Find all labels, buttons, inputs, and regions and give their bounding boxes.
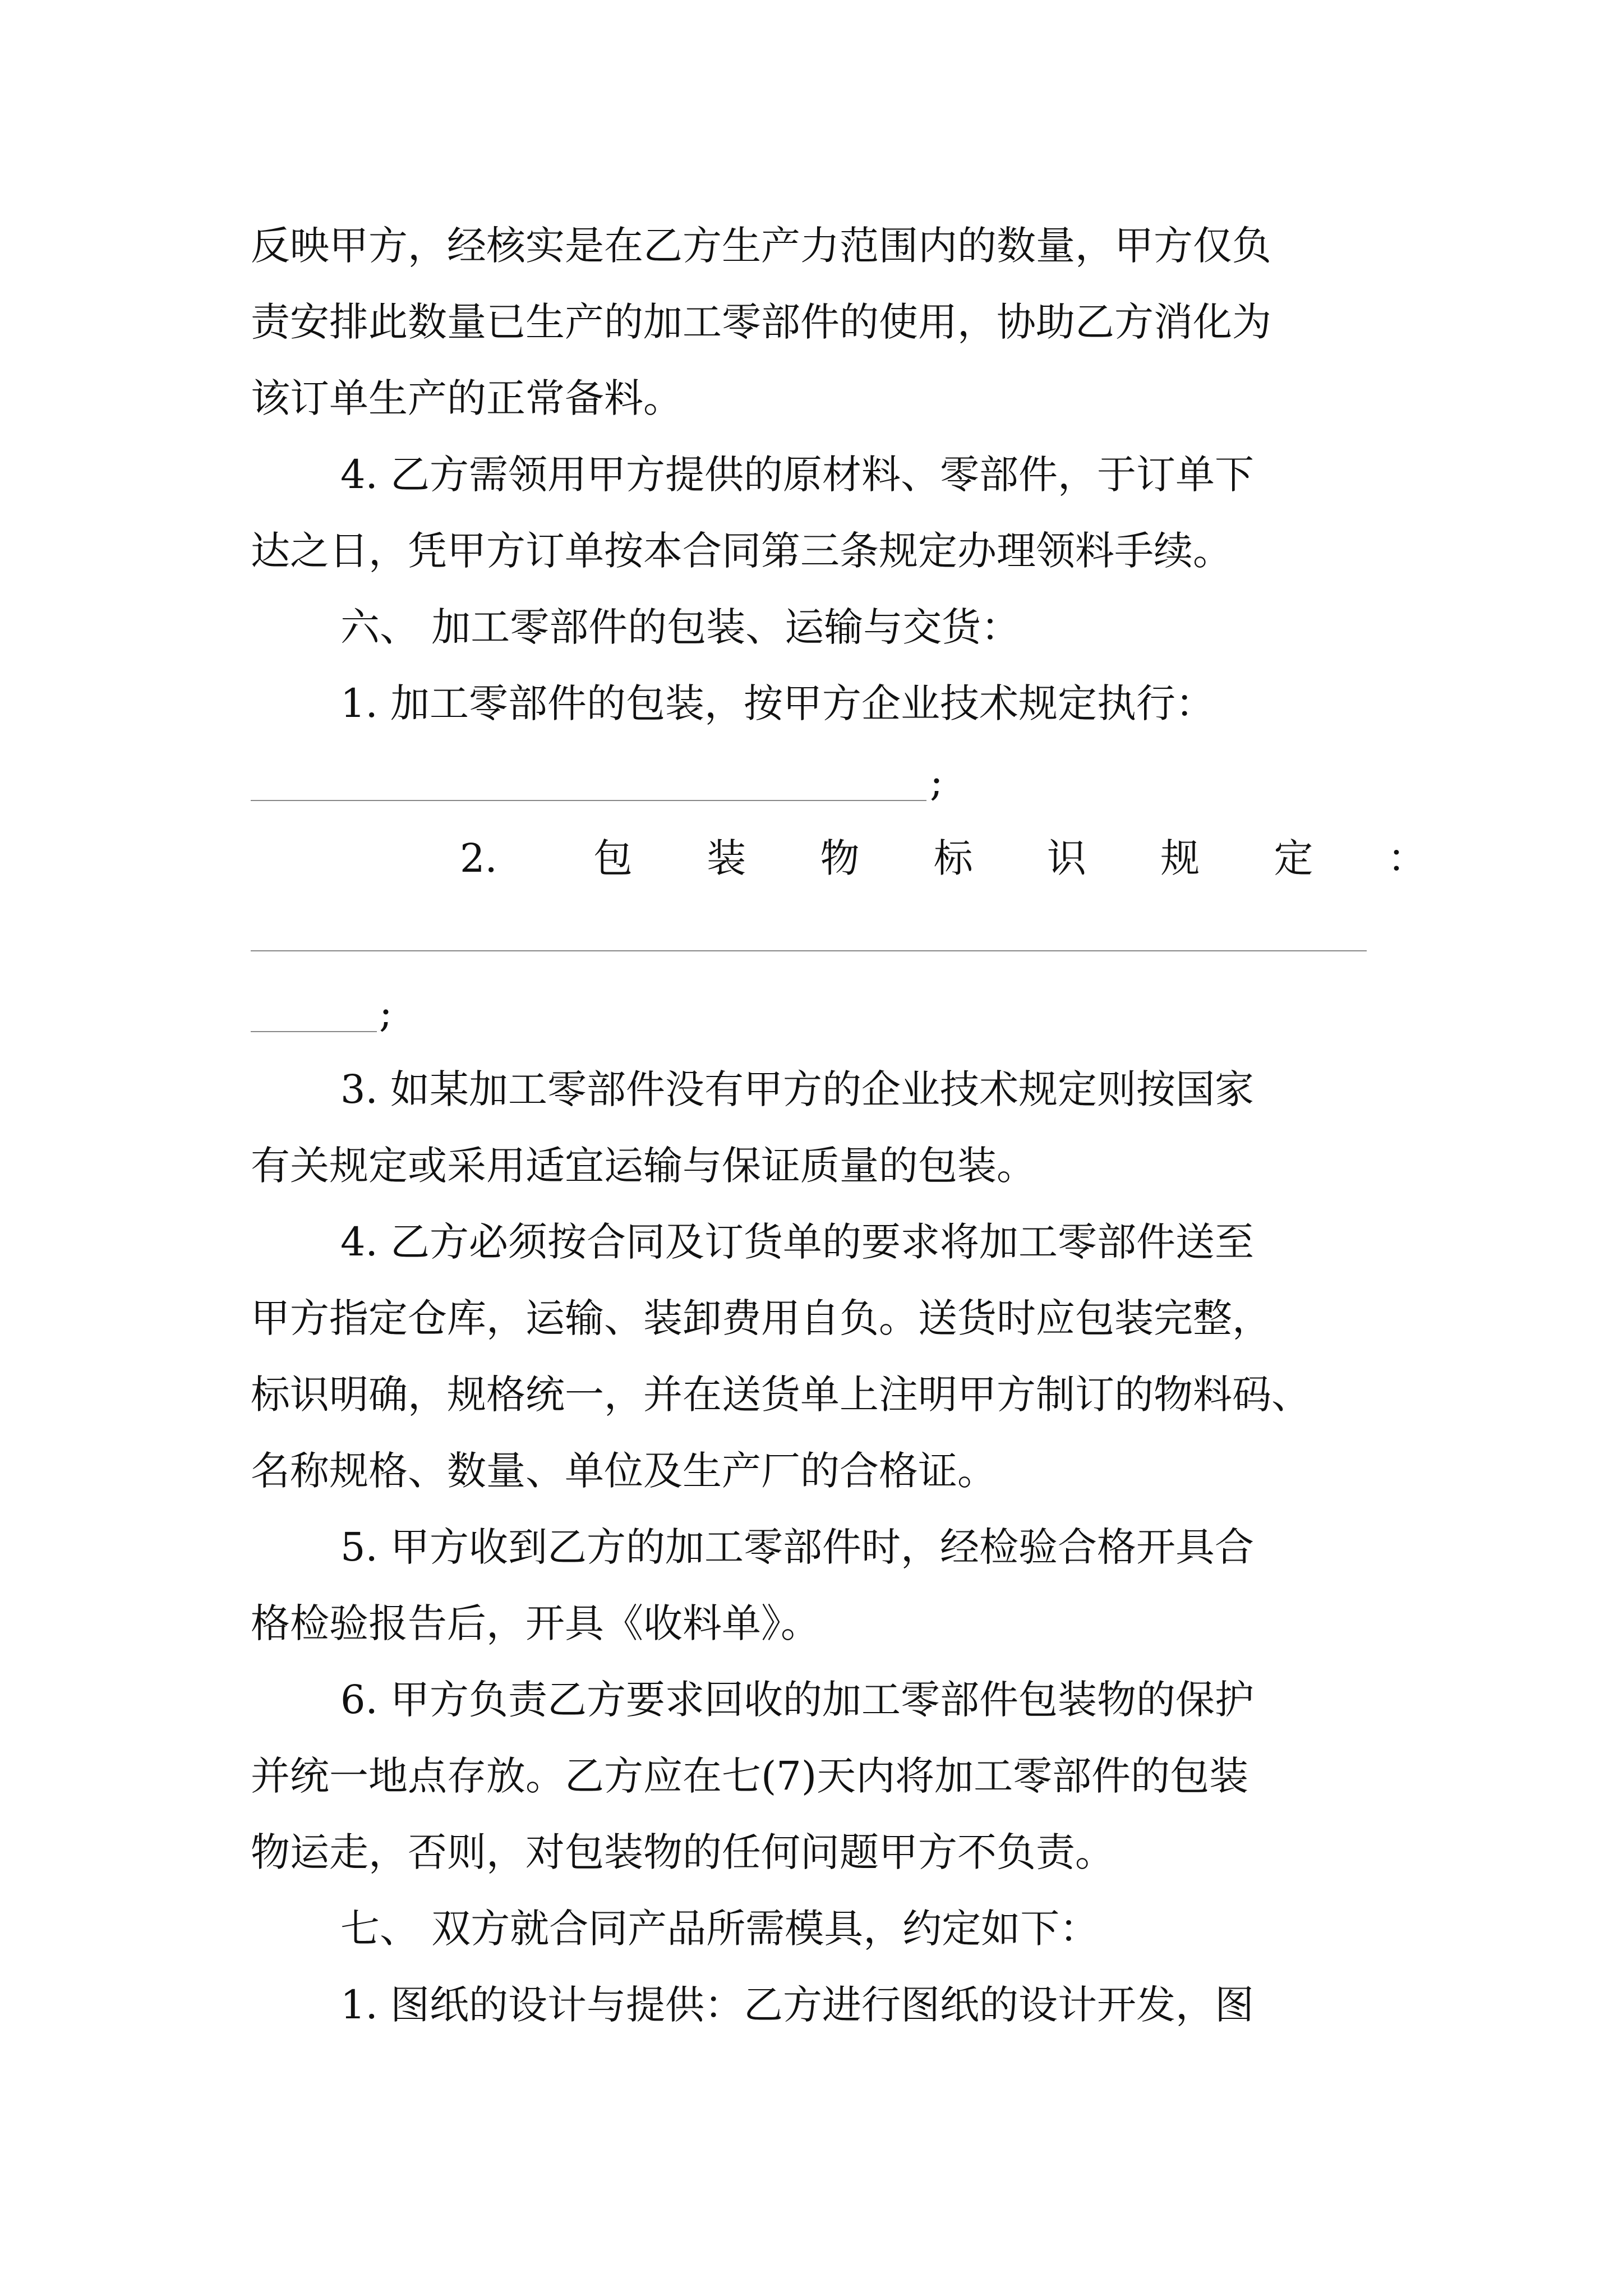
text-line: 4. 乙方需领用甲方提供的原材料、零部件，于订单下 [340,452,1255,498]
text-line: 6. 甲方负责乙方要求回收的加工零部件包装物的保护 [340,1677,1255,1723]
text-line: ; [379,990,393,1036]
text-line: 并统一地点存放。乙方应在七(7)天内将加工零部件的包装 [251,1753,1249,1799]
text-line: 4. 乙方必须按合同及订货单的要求将加工零部件送至 [340,1219,1255,1265]
text-line: 包 装 物 标 识 规 定 ： [593,835,1427,881]
section-heading: 七、 双方就合同产品所需模具，约定如下： [340,1906,1099,1952]
text-line: 责安排此数量已生产的加工零部件的使用，协助乙方消化为 [251,299,1271,345]
blank-fill-line [251,800,926,801]
section-heading: 六、 加工零部件的包装、运输与交货： [340,604,1021,650]
text-line: ; [930,759,943,805]
text-line: 格检验报告后，开具《收料单》。 [251,1600,820,1646]
text-line: 1. 加工零部件的包装，按甲方企业技术规定执行： [340,680,1215,726]
text-line: 达之日，凭甲方订单按本合同第三条规定办理领料手续。 [251,528,1232,574]
item-number: 2. [460,835,497,881]
text-line: 甲方指定仓库，运输、装卸费用自负。送货时应包装完整， [251,1295,1271,1341]
text-line: 标识明确，规格统一，并在送货单上注明甲方制订的物料码、 [251,1372,1311,1418]
blank-fill-line [251,950,1367,951]
text-line: 1. 图纸的设计与提供：乙方进行图纸的设计开发，图 [340,1982,1255,2028]
text-line: 该订单生产的正常备料。 [251,375,683,421]
text-line: 名称规格、数量、单位及生产厂的合格证。 [251,1448,997,1494]
text-line: 5. 甲方收到乙方的加工零部件时，经检验合格开具合 [340,1524,1255,1570]
text-line: 反映甲方，经核实是在乙方生产力范围内的数量，甲方仅负 [251,223,1271,269]
blank-fill-line [251,1031,377,1032]
text-line: 3. 如某加工零部件没有甲方的企业技术规定则按国家 [340,1066,1255,1112]
text-line: 有关规定或采用适宜运输与保证质量的包装。 [251,1143,1036,1189]
text-line: 物运走，否则，对包装物的任何问题甲方不负责。 [251,1829,1114,1875]
